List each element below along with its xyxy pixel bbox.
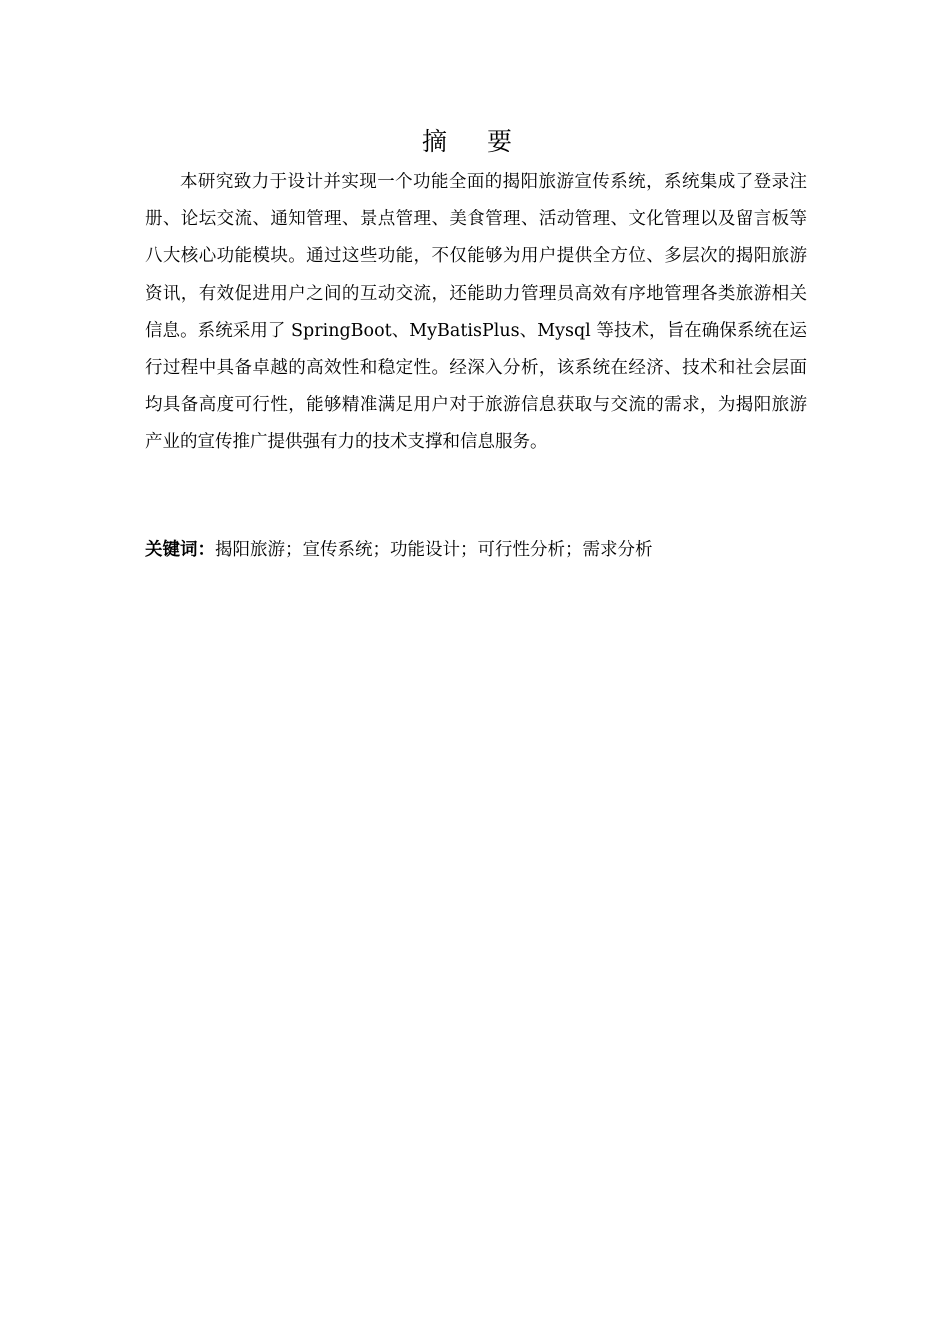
keywords-line (145, 532, 807, 569)
abstract-title: 摘 要 (422, 127, 528, 156)
keywords-label: 关键词： (145, 540, 215, 560)
abstract-paragraph: 本研究致力于设计并实现一个功能全面的揭阳旅游宣传系统，系统集成了登录注册、论坛交流、通知管理、景点管理、美食管理、活动管理、文化管理以及留言板等八大核心功能模块。通过这些功能，不仅能够为用户提供全方位、多层次的揭阳旅游资讯，有效促进用户之间的互动交流，还能助力管理员高效有序地管理各类旅游相关信息。系统采用了 SpringBoot、MyBatisPlus、Mysql 等技术，旨在确保系统在运行过程中具备卓越的高效性和稳定性。经深入分析，该系统在经济、技术和社会层面均具备高度可行性，能够精准满足用户对于旅游信息获取与交流的需求，为揭阳旅游产业的宣传推广提供强有力的技术支撑和信息服务。 (145, 172, 807, 453)
keywords-text: 揭阳旅游；宣传系统；功能设计；可行性分析；需求分析 (215, 540, 653, 560)
